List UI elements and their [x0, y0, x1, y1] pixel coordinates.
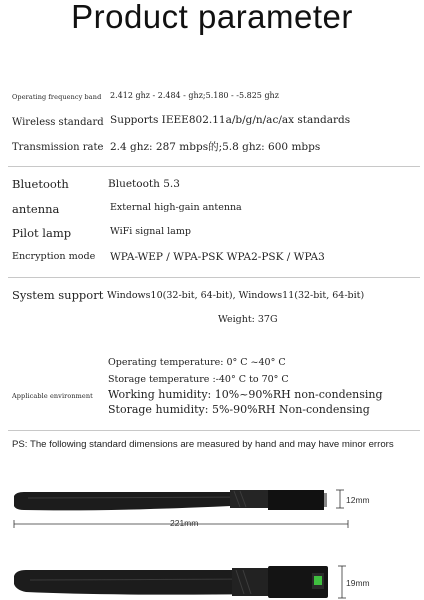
- storage-temperature: Storage temperature :-40° C to 70° C: [108, 374, 289, 385]
- wireless-standard-value: Supports IEEE802.11a/b/g/n/ac/ax standards: [110, 114, 351, 126]
- bluetooth-value: Bluetooth 5.3: [108, 178, 180, 190]
- page-title: Product parameter: [71, 0, 353, 35]
- adapter-side-view: [0, 478, 424, 538]
- ps-note: PS: The following standard dimensions are measured by hand and may have minor errors: [12, 439, 394, 450]
- storage-humidity: Storage humidity: 5%-90%RH Non-condensing: [108, 403, 370, 416]
- applicable-environment-label: Applicable environment: [12, 392, 93, 400]
- length-label: 221mm: [170, 518, 199, 528]
- frequency-band-label: Operating frequency band: [12, 93, 102, 101]
- transmission-rate-value: 2.4 ghz: 287 mbps的;5.8 ghz: 600 mbps: [110, 141, 321, 153]
- bluetooth-label: Bluetooth: [12, 177, 69, 191]
- pilot-lamp-value: WiFi signal lamp: [110, 226, 191, 237]
- pilot-lamp-label: Pilot lamp: [12, 226, 72, 240]
- divider: [8, 166, 420, 167]
- thickness-label: 12mm: [346, 495, 370, 505]
- frequency-band-value: 2.412 ghz - 2.484 - ghz;5.180 - -5.825 ghz: [110, 91, 279, 100]
- weight-value: Weight: 37G: [218, 314, 278, 325]
- antenna-label: antenna: [12, 202, 60, 216]
- encryption-mode-value: WPA-WEP / WPA-PSK WPA2-PSK / WPA3: [110, 251, 325, 263]
- transmission-rate-label: Transmission rate: [12, 142, 104, 153]
- operating-temperature: Operating temperature: 0° C ~40° C: [108, 357, 286, 368]
- working-humidity: Working humidity: 10%~90%RH non-condensing: [108, 388, 383, 401]
- width-label: 19mm: [346, 578, 370, 588]
- antenna-value: External high-gain antenna: [110, 202, 242, 213]
- system-support-label: System support: [12, 288, 104, 302]
- divider: [8, 430, 420, 431]
- wireless-standard-label: Wireless standard: [12, 117, 104, 128]
- encryption-mode-label: Encryption mode: [12, 251, 96, 262]
- system-support-value: Windows10(32-bit, 64-bit), Windows11(32-bit, 64-bit): [107, 290, 365, 301]
- divider: [8, 277, 420, 278]
